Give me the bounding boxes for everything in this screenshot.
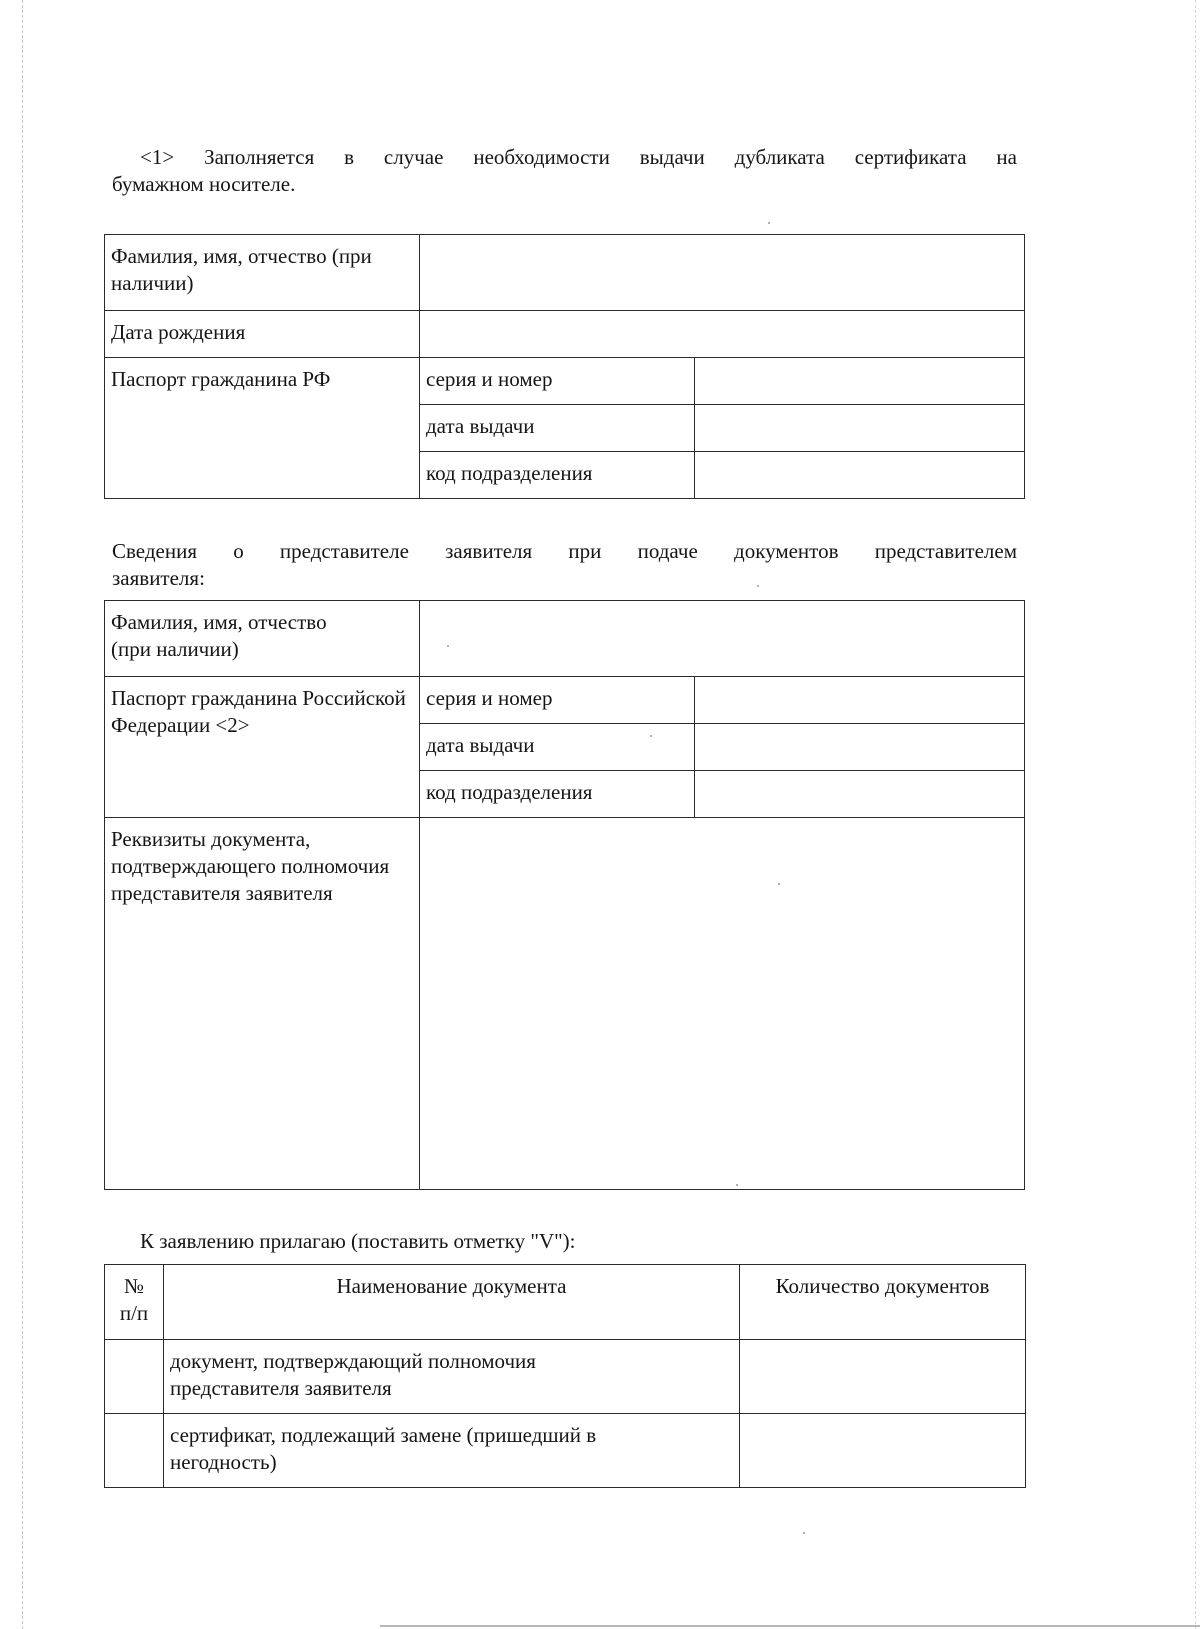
full-name-label: Фамилия, имя, отчество (при наличии): [105, 235, 420, 311]
authority-doc-field[interactable]: [420, 818, 1025, 1190]
table-header-row: [105, 1265, 1026, 1340]
scan-speck: [803, 1532, 805, 1534]
table-row: [105, 358, 1025, 405]
row-number-cell[interactable]: [105, 1414, 164, 1488]
scan-speck: [757, 585, 759, 587]
rep-division-code-label: код подразделения: [420, 771, 695, 818]
series-number-label: серия и номер: [420, 358, 695, 405]
authority-doc-label: Реквизиты документа, подтверждающего полномочия представителя заявителя: [105, 818, 420, 1190]
rep-full-name-field[interactable]: [420, 601, 1025, 677]
issue-date-label: дата выдачи: [420, 405, 695, 452]
scan-speck: [768, 222, 770, 224]
rep-full-name-label: Фамилия, имя, отчество (при наличии): [105, 601, 420, 677]
series-number-field[interactable]: [695, 358, 1025, 405]
representative-table: [104, 600, 1025, 1190]
attachments-table: [104, 1264, 1026, 1488]
header-number: № п/п: [105, 1265, 164, 1340]
table-row: [105, 818, 1025, 1190]
representative-title-line-1: Сведения о представителе заявителя при подаче документов представителем: [112, 539, 1017, 563]
footnote-line-2: бумажном носителе.: [112, 172, 296, 196]
representative-title-line-2: заявителя:: [112, 566, 205, 590]
scan-bottom-edge: [380, 1625, 1200, 1627]
representative-section-title: [112, 538, 1017, 592]
birth-date-field[interactable]: [420, 311, 1025, 358]
rep-issue-date-field[interactable]: [695, 724, 1025, 771]
scan-speck: [736, 1184, 738, 1186]
scan-speck: [778, 883, 780, 885]
table-row: [105, 1340, 1026, 1414]
scan-speck: [650, 735, 652, 737]
attachments-title: К заявлению прилагаю (поставить отметку "V"):: [140, 1229, 576, 1253]
birth-date-label: Дата рождения: [105, 311, 420, 358]
table-row: [105, 601, 1025, 677]
table-row: [105, 311, 1025, 358]
footnote: [112, 144, 1017, 198]
table-row: [105, 235, 1025, 311]
header-document-name: Наименование документа: [164, 1265, 740, 1340]
issue-date-field[interactable]: [695, 405, 1025, 452]
division-code-label: код подразделения: [420, 452, 695, 499]
applicant-table: [104, 234, 1025, 499]
scan-edge-line: [1195, 0, 1196, 1629]
header-document-count: Количество документов: [740, 1265, 1026, 1340]
row-document-name: документ, подтверждающий полномочия представителя заявителя: [164, 1340, 740, 1414]
rep-issue-date-label: дата выдачи: [420, 724, 695, 771]
division-code-field[interactable]: [695, 452, 1025, 499]
rep-division-code-field[interactable]: [695, 771, 1025, 818]
footnote-line-1: <1> Заполняется в случае необходимости выдачи дубликата сертификата на: [140, 145, 1017, 169]
row-number-cell[interactable]: [105, 1340, 164, 1414]
rep-series-number-field[interactable]: [695, 677, 1025, 724]
full-name-field[interactable]: [420, 235, 1025, 311]
row-document-count[interactable]: [740, 1340, 1026, 1414]
scan-margin-line: [22, 0, 23, 1629]
scan-speck: [447, 645, 449, 647]
row-document-name: сертификат, подлежащий замене (пришедший в негодность): [164, 1414, 740, 1488]
rep-passport-label: Паспорт гражданина Российской Федерации <2>: [105, 677, 420, 818]
rep-series-number-label: серия и номер: [420, 677, 695, 724]
row-document-count[interactable]: [740, 1414, 1026, 1488]
table-row: [105, 677, 1025, 724]
table-row: [105, 1414, 1026, 1488]
passport-label: Паспорт гражданина РФ: [105, 358, 420, 499]
